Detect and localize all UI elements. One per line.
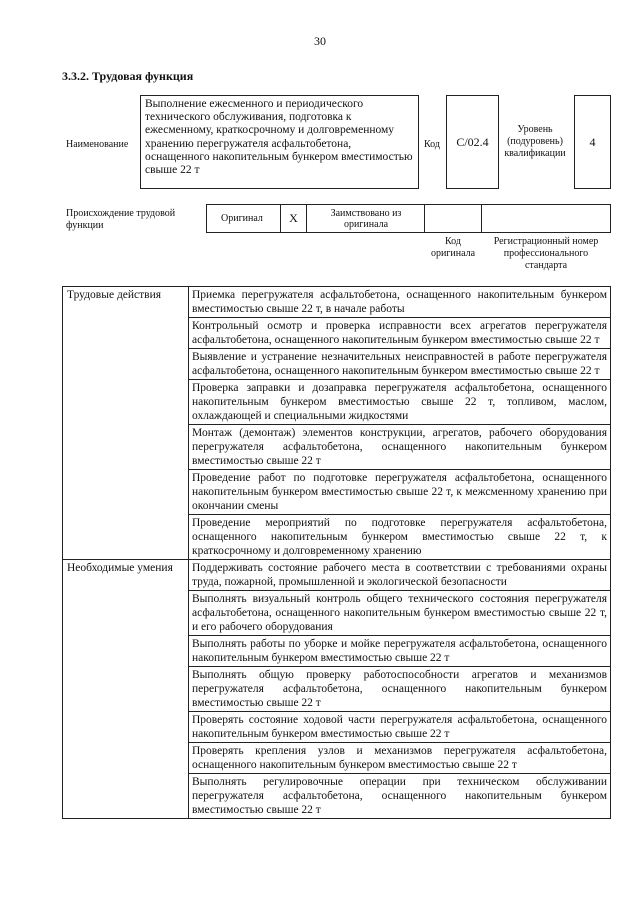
divider (306, 204, 307, 233)
table-row (63, 287, 611, 318)
section-title: 3.3.2. Трудовая функция (62, 69, 194, 83)
level-value: 4 (574, 95, 611, 189)
item-cell: Приемка перегружателя асфальтобетона, оснащенного накопительным бункером вместимостью свыше 22 т, в начале работы (189, 287, 611, 318)
name-value-box (140, 95, 419, 189)
item-cell: Выполнять регулировочные операции при техническом обслуживании перегружателя асфальтобетона, оснащенного накопительным бункером вместимостью свыше 22 т (189, 774, 611, 819)
category-cell: Трудовые действия (63, 287, 189, 560)
origin-label: Происхождение трудовой функции (66, 208, 176, 231)
code-value: C/02.4 (446, 95, 499, 189)
table-row (63, 560, 611, 591)
item-cell: Проведение мероприятий по подготовке перегружателя асфальтобетона, оснащенного накопительным бункером вместимостью свыше 22 т, к краткосрочному и долговременному хранению (189, 515, 611, 560)
item-cell: Выполнять работы по уборке и мойке перегружателя асфальтобетона, оснащенного накопительным бункером вместимостью свыше 22 т (189, 636, 611, 667)
item-cell: Поддерживать состояние рабочего места в соответствии с требованиями охраны труда, пожарной, промышленной и экологической безопасности (189, 560, 611, 591)
divider (424, 204, 425, 233)
divider (481, 204, 482, 233)
reg-caption: Регистрационный номер профессионального стандарта (493, 236, 599, 271)
item-cell: Проверять состояние ходовой части перегружателя асфальтобетона, оснащенного накопительным бункером вместимостью свыше 22 т (189, 712, 611, 743)
code-caption: Код оригинала (430, 236, 476, 259)
name-value: Выполнение ежесменного и периодического технического обслуживания, подготовка к ежесменному, краткосрочному и долговременному хранению перегружателя асфальтобетона, оснащенного накопительным бункером вместимостью свыше 22 т (145, 98, 413, 177)
original-mark: X (289, 211, 298, 225)
level-label: Уровень (подуровень) квалификации (504, 124, 566, 159)
item-cell: Контрольный осмотр и проверка исправности всех агрегатов перегружателя асфальтобетона, оснащенного накопительным бункером вместимостью свыше 22 т (189, 318, 611, 349)
item-cell: Проверять крепления узлов и механизмов перегружателя асфальтобетона, оснащенного накопительным бункером вместимостью свыше 22 т (189, 743, 611, 774)
code-label: Код (424, 139, 440, 150)
item-cell: Выполнять визуальный контроль общего технического состояния перегружателя асфальтобетона, оснащенного накопительным бункером вместимостью свыше 22 т, и его рабочего оборудования (189, 591, 611, 636)
item-cell: Проведение работ по подготовке перегружателя асфальтобетона, оснащенного накопительным бункером вместимостью свыше 22 т, к межсменному хранению при окончании смены (189, 470, 611, 515)
item-cell: Выявление и устранение незначительных неисправностей в работе перегружателя асфальтобетона, оснащенного накопительным бункером вместимостью свыше 22 т (189, 349, 611, 380)
borrowed-label: Заимствовано из оригинала (330, 207, 402, 230)
function-table (62, 286, 611, 819)
original-label: Оригинал (221, 213, 263, 224)
item-cell: Выполнять общую проверку работоспособности агрегатов и механизмов перегружателя асфальтобетона, оснащенного накопительным бункером вместимостью свыше 22 т (189, 667, 611, 712)
name-label: Наименование (66, 139, 129, 150)
page-number: 30 (314, 34, 326, 48)
category-cell: Необходимые умения (63, 560, 189, 819)
item-cell: Монтаж (демонтаж) элементов конструкции, агрегатов, рабочего оборудования перегружателя асфальтобетона, оснащенного накопительным бункером вместимостью свыше 22 т (189, 425, 611, 470)
item-cell: Проверка заправки и дозаправка перегружателя асфальтобетона, оснащенного накопительным бункером вместимостью свыше 22 т, топливом, маслом, охлаждающей и специальными жидкостями (189, 380, 611, 425)
